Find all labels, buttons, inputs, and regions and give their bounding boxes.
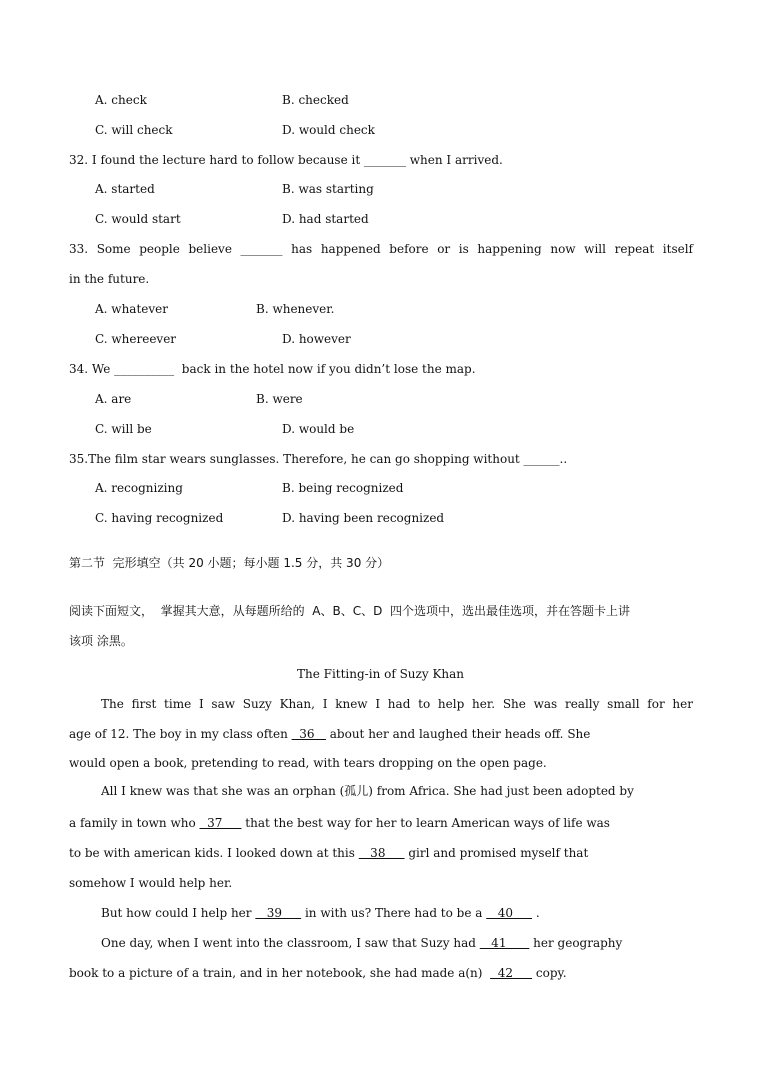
q33-option-c: C. whereever bbox=[95, 332, 177, 346]
blank-41: 41 bbox=[479, 936, 530, 950]
q32-option-c: C. would start bbox=[95, 212, 181, 226]
section-instructions-line2: 该项 涂黑。 bbox=[69, 634, 133, 648]
passage-p1-line2 bbox=[69, 726, 693, 742]
passage-p4-line1 bbox=[101, 935, 693, 951]
passage-p2-line1: All I knew was that she was an orphan (孤儿) from Africa. She had just been adopted by bbox=[101, 784, 634, 798]
passage-p4-line2 bbox=[69, 965, 693, 981]
q34-option-a: A. are bbox=[95, 392, 132, 406]
q34-option-b: B. were bbox=[256, 392, 303, 406]
passage-text: But how could I help her bbox=[101, 906, 256, 920]
passage-text: . bbox=[532, 906, 540, 920]
q35-option-d: D. having been recognized bbox=[282, 511, 445, 525]
q31-option-b: B. checked bbox=[282, 93, 349, 107]
blank-40: 40 bbox=[486, 906, 533, 920]
passage-text: in with us? There had to be a bbox=[301, 906, 487, 920]
q32-option-d: D. had started bbox=[282, 212, 369, 226]
q35-option-b: B. being recognized bbox=[282, 481, 404, 495]
passage-p1-line3: would open a book, pretending to read, with tears dropping on the open page. bbox=[69, 756, 547, 770]
passage-text: to be with american kids. I looked down at this bbox=[69, 846, 359, 860]
q32-option-b: B. was starting bbox=[282, 182, 374, 196]
q35-option-a: A. recognizing bbox=[95, 481, 183, 495]
passage-p1-line1: The first time I saw Suzy Khan, I knew I had to help her. She was really small for her bbox=[101, 697, 693, 711]
passage-p2-line3 bbox=[69, 845, 693, 861]
q35-option-c: C. having recognized bbox=[95, 511, 224, 525]
passage-text: age of 12. The boy in my class often bbox=[69, 727, 292, 741]
blank-37: 37 bbox=[199, 816, 242, 830]
q34-stem: 34. We __________ back in the hotel now if you didn’t lose the map. bbox=[69, 362, 476, 376]
q33-option-b: B. whenever. bbox=[256, 302, 335, 316]
blank-42: 42 bbox=[490, 966, 533, 980]
blank-38: 38 bbox=[358, 846, 405, 860]
q35-stem: 35.The film star wears sunglasses. Therefore, he can go shopping without ______.. bbox=[69, 452, 568, 466]
passage-text: One day, when I went into the classroom, I saw that Suzy had bbox=[101, 936, 480, 950]
passage-text: copy. bbox=[532, 966, 567, 980]
q32-option-a: A. started bbox=[95, 182, 155, 196]
section-heading: 第二节 完形填空（共 20 小题；每小题 1.5 分，共 30 分） bbox=[69, 556, 390, 570]
blank-36: 36 bbox=[291, 727, 326, 741]
q32-stem: 32. I found the lecture hard to follow because it _______ when I arrived. bbox=[69, 153, 503, 167]
passage-p2-line2 bbox=[69, 815, 693, 831]
passage-text: about her and laughed their heads off. She bbox=[325, 727, 591, 741]
section-instructions-line1: 阅读下面短文， 掌握其大意，从每题所给的 A、B、C、D 四个选项中，选出最佳选项，并在答题卡上讲 bbox=[69, 604, 630, 618]
passage-text: that the best way for her to learn American ways of life was bbox=[241, 816, 610, 830]
q33-stem-line1: 33. Some people believe _______ has happened before or is happening now will repeat itself bbox=[69, 242, 693, 256]
q31-option-c: C. will check bbox=[95, 123, 173, 137]
passage-text: a family in town who bbox=[69, 816, 200, 830]
q33-option-d: D. however bbox=[282, 332, 351, 346]
passage-text: girl and promised myself that bbox=[404, 846, 589, 860]
passage-text: book to a picture of a train, and in her notebook, she had made a(n) bbox=[69, 966, 491, 980]
q33-option-a: A. whatever bbox=[95, 302, 168, 316]
blank-39: 39 bbox=[255, 906, 302, 920]
passage-text: her geography bbox=[529, 936, 623, 950]
passage-p2-line4: somehow I would help her. bbox=[69, 876, 233, 890]
q33-stem-line2: in the future. bbox=[69, 272, 150, 286]
q31-option-a: A. check bbox=[95, 93, 147, 107]
passage-p3-line1 bbox=[101, 905, 693, 921]
passage-title: The Fitting-in of Suzy Khan bbox=[296, 667, 465, 681]
q34-option-d: D. would be bbox=[282, 422, 355, 436]
q31-option-d: D. would check bbox=[282, 123, 375, 137]
q34-option-c: C. will be bbox=[95, 422, 152, 436]
